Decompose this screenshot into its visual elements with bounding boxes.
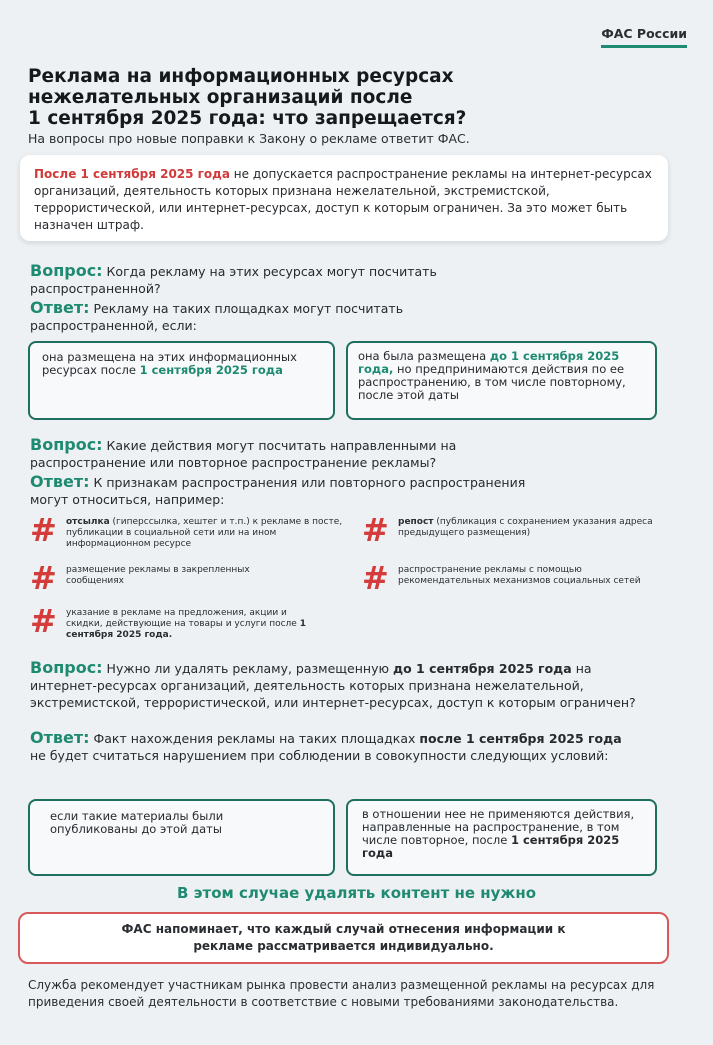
answer-1	[30, 299, 530, 334]
hash-icon: #	[30, 602, 57, 640]
sign-item-pinned	[30, 559, 350, 597]
lead-text: не допускается распространение рекламы на интернет-ресурсах организаций, деятельность которых признана нежелательной, экстремистской, террористической, или интернет-ресурсах, доступ к которым ограничен. За это может быть назначен штраф.	[34, 167, 652, 232]
title-line-1: Реклама на информационных ресурсах	[28, 66, 454, 87]
answer-label: Ответ:	[30, 298, 90, 317]
answer-label: Ответ:	[30, 472, 90, 491]
hash-icon: #	[30, 559, 57, 597]
hash-icon: #	[362, 559, 389, 597]
question-label: Вопрос:	[30, 435, 103, 454]
hash-icon: #	[362, 511, 389, 549]
condition-box-3a: если такие материалы были опубликованы до этой даты	[28, 799, 335, 876]
answer-2	[30, 473, 530, 508]
question-label: Вопрос:	[30, 658, 103, 677]
sign-item-repost	[362, 511, 682, 549]
sign-item-link-text: (гиперссылка, хештег и т.п.) к рекламе в посте, публикации в социальной сети или на ином информационном ресурсе	[66, 517, 343, 549]
notice-text: ФАС напоминает, что каждый случай отнесения информации к рекламе рассматривается индивидуально.	[121, 922, 566, 953]
answer-label: Ответ:	[30, 728, 90, 747]
question-label: Вопрос:	[30, 261, 103, 280]
sign-item-offers-text: указание в рекламе на предложения, акции и скидки, действующие на товары и услуги после	[66, 608, 300, 629]
notice-card	[18, 912, 669, 964]
lead-highlight: После 1 сентября 2025 года	[34, 167, 230, 181]
sign-item-recommend-text: распространение рекламы с помощью рекомендательных механизмов социальных сетей	[398, 565, 641, 586]
hash-icon: #	[30, 511, 57, 549]
sign-item-repost-text: (публикация с сохранением указания адреса предыдущего размещения)	[398, 517, 653, 538]
condition-box-1b	[346, 341, 657, 420]
sign-item-recommend	[362, 559, 682, 597]
question-1	[30, 262, 550, 297]
page-subtitle: На вопросы про новые поправки к Закону о рекламе ответит ФАС.	[28, 131, 470, 146]
condition-3b-text: в отношении нее не применяются действия, направленные на распространение, в том числе повторное, после	[362, 807, 635, 847]
condition-3b-date: 1 сентября 2025 года	[362, 833, 620, 860]
question-1-text: Когда рекламу на этих ресурсах могут посчитать распространенной?	[30, 264, 437, 296]
condition-1b-date: до 1 сентября 2025 года,	[358, 349, 620, 376]
answer-3	[30, 729, 630, 764]
condition-1b-post: но предпринимаются действия по ее распространению, в том числе повторному, после этой даты	[358, 362, 626, 402]
condition-1b-pre: она была размещена	[358, 349, 490, 363]
page-title	[28, 66, 588, 129]
brand-label: ФАС России	[601, 26, 687, 48]
condition-1a-date: 1 сентября 2025 года	[139, 363, 283, 377]
question-3-pre: Нужно ли удалять рекламу, размещенную	[102, 661, 393, 676]
question-3-post: на интернет-ресурсах организаций, деятельность которых признана нежелательной, экстремистской, террористической, или интернет-ресурсах, доступ к которым ограничен?	[30, 661, 636, 710]
sign-item-pinned-text: размещение рекламы в закрепленных сообщениях	[66, 565, 250, 586]
question-2-text: Какие действия могут посчитать направленными на распространение или повторное распространение рекламы?	[30, 438, 457, 470]
condition-1a-text: она размещена на этих информационных ресурсах после	[42, 350, 297, 377]
sign-item-link-bold: отсылка	[66, 517, 110, 527]
condition-box-3b	[346, 799, 657, 876]
sign-item-offers-date: 1 сентября 2025 года.	[66, 619, 306, 640]
footer-text: Служба рекомендует участникам рынка провести анализ размещенной рекламы на ресурсах для приведения своей деятельности в соответствие с новыми требованиями законодательства.	[28, 978, 655, 1009]
question-3	[30, 659, 650, 711]
answer-1-text: Рекламу на таких площадках могут посчитать распространенной, если:	[30, 301, 404, 333]
sign-item-offers	[30, 602, 350, 641]
lead-card	[20, 155, 668, 241]
answer-3-post: не будет считаться нарушением при соблюдении в совокупности следующих условий:	[30, 748, 609, 763]
question-3-date: до 1 сентября 2025 года	[392, 661, 572, 676]
question-2	[30, 436, 560, 471]
condition-box-1a	[28, 341, 335, 420]
title-line-3: 1 сентября 2025 года: что запрещается?	[28, 108, 467, 129]
answer-3-pre: Факт нахождения рекламы на таких площадках	[89, 731, 420, 746]
answer-3-date: после 1 сентября 2025 года	[419, 731, 622, 746]
conclusion-banner: В этом случае удалять контент не нужно	[176, 884, 537, 902]
title-line-2: нежелательных организаций после	[28, 87, 413, 108]
sign-item-repost-bold: репост	[398, 517, 434, 527]
sign-item-link	[30, 511, 350, 550]
answer-2-text: К признакам распространения или повторного распространения могут относиться, например:	[30, 475, 526, 507]
